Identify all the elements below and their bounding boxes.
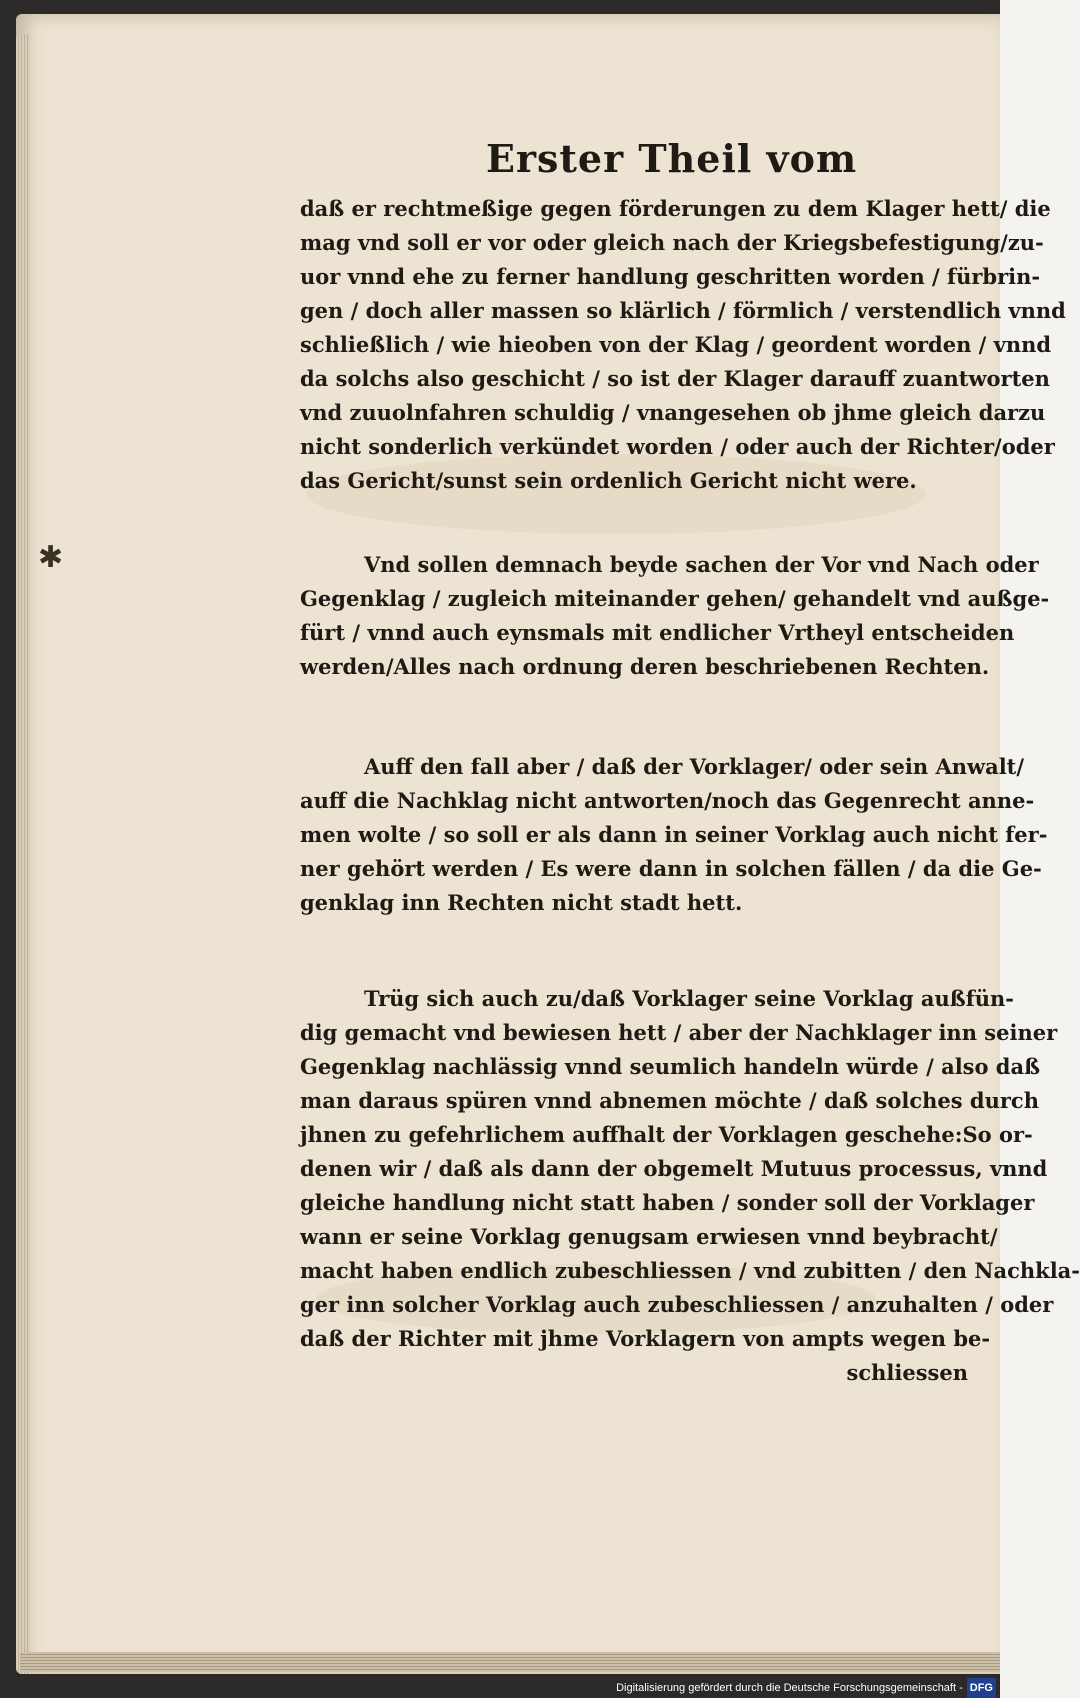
text-line: vnd zuuolnfahren schuldig / vnangesehen ob jhme gleich darzu [300, 400, 1046, 425]
text-line: Gegenklag nachlässig vnnd seumlich handeln würde / also daß [300, 1054, 1041, 1079]
text-line: man daraus spüren vnnd abnemen möchte / daß solches durch [300, 1088, 1039, 1113]
text-line: schließlich / wie hieoben von der Klag / geordent worden / vnnd [300, 332, 1052, 357]
text-line: nicht sonderlich verkündet worden / oder auch der Richter/oder [300, 434, 1055, 459]
paragraph-4 [300, 982, 1080, 1390]
catchword: schliessen [846, 1360, 968, 1385]
text-line: das Gericht/sunst sein ordenlich Gericht nicht were. [300, 468, 917, 493]
text-line: genklag inn Rechten nicht stadt hett. [300, 890, 743, 915]
text-line: wann er seine Vorklag genugsam erwiesen vnnd beybracht/ [300, 1224, 998, 1249]
footer-text: Digitalisierung gefördert durch die Deutsche Forschungsgemeinschaft - [616, 1682, 963, 1694]
text-line: Trüg sich auch zu/daß Vorklager seine Vorklag außfün- [364, 986, 1015, 1011]
paragraph-2 [300, 548, 1050, 684]
text-line: Gegenklag / zugleich miteinander gehen/ gehandelt vnd außge- [300, 586, 1050, 611]
text-line: mag vnd soll er vor oder gleich nach der Kriegsbefestigung/zu- [300, 230, 1044, 255]
text-line: ger inn solcher Vorklag auch zubeschliessen / anzuhalten / oder [300, 1292, 1054, 1317]
text-line: da solchs also geschicht / so ist der Klager darauff zuantworten [300, 366, 1050, 391]
text-line: gen / doch aller massen so klärlich / förmlich / verstendlich vnnd [300, 298, 1066, 323]
text-line: Auff den fall aber / daß der Vorklager/ oder sein Anwalt/ [364, 754, 1025, 779]
text-line: men wolte / so soll er als dann in seiner Vorklag auch nicht fer- [300, 822, 1048, 847]
text-line: gleiche handlung nicht statt haben / sonder soll der Vorklager [300, 1190, 1035, 1215]
text-line: jhnen zu gefehrlichem auffhalt der Vorklagen geschehe:So or- [300, 1122, 1033, 1147]
text-line: fürt / vnnd auch eynsmals mit endlicher Vrtheyl entscheiden [300, 620, 1015, 645]
text-line: ner gehört werden / Es were dann in solchen fällen / da die Ge- [300, 856, 1042, 881]
page-bottom-edge [20, 1652, 1000, 1672]
text-line: macht haben endlich zubeschliessen / vnd zubitten / den Nachkla- [300, 1258, 1080, 1283]
running-heading: Erster Theil vom [486, 136, 858, 181]
text-line: Vnd sollen demnach beyde sachen der Vor vnd Nach oder [364, 552, 1039, 577]
text-line: daß er rechtmeßige gegen förderungen zu dem Klager hett/ die [300, 196, 1051, 221]
digitization-footer [600, 1678, 996, 1698]
text-line: uor vnnd ehe zu ferner handlung geschritten worden / fürbrin- [300, 264, 1041, 289]
text-line: daß der Richter mit jhme Vorklagern von ampts wegen be- [300, 1326, 991, 1351]
text-line: denen wir / daß als dann der obgemelt Mutuus processus, vnnd [300, 1156, 1048, 1181]
paragraph-1 [300, 192, 1066, 498]
margin-ornament-icon: ✱ [38, 540, 64, 575]
text-line: auff die Nachklag nicht antworten/noch das Gegenrecht anne- [300, 788, 1035, 813]
paragraph-3 [300, 750, 1048, 920]
page-edge [16, 34, 30, 1674]
dfg-logo-icon: DFG [967, 1678, 996, 1698]
text-line: dig gemacht vnd bewiesen hett / aber der Nachklager inn seiner [300, 1020, 1058, 1045]
text-line: werden/Alles nach ordnung deren beschriebenen Rechten. [300, 654, 990, 679]
